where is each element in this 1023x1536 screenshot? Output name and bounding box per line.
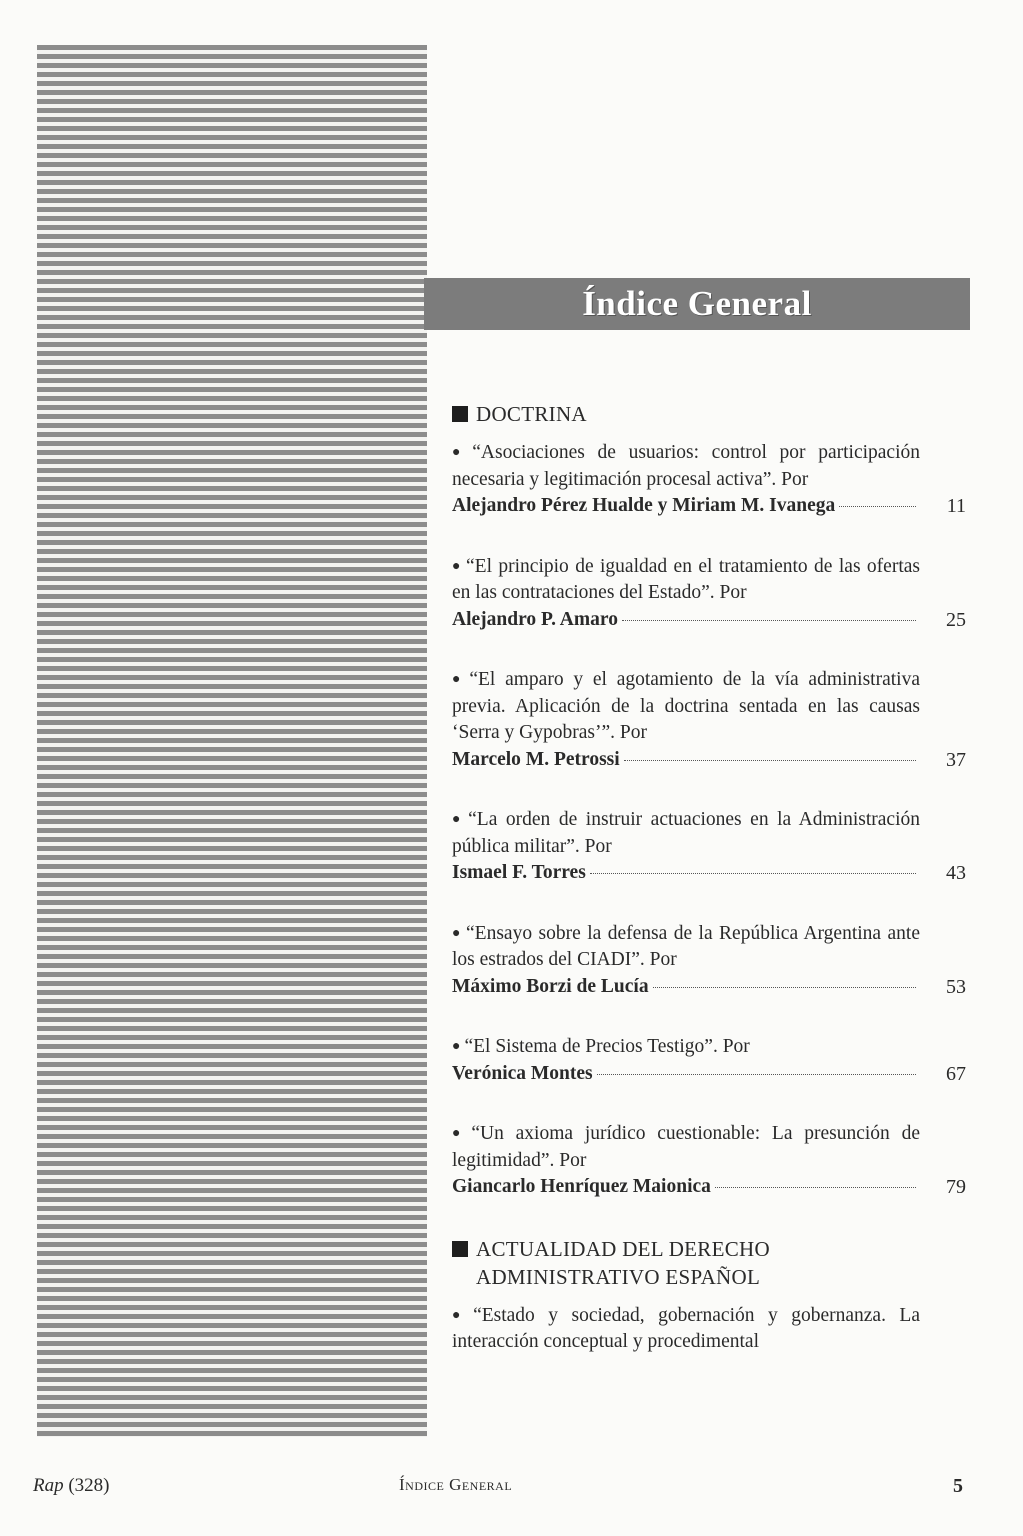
section-heading-doctrina: DOCTRINA xyxy=(452,400,964,428)
entry-page-number: 43 xyxy=(946,862,966,884)
square-bullet-icon xyxy=(452,1241,468,1257)
dot-leader xyxy=(590,873,916,874)
toc-entry[interactable]: ● “Estado y sociedad, gobernación y gobernanza. La interacción conceptual y procedimental xyxy=(452,1304,920,1352)
entry-page-number: 67 xyxy=(946,1062,966,1085)
entry-page-number: 37 xyxy=(946,748,966,771)
bullet-icon: ● xyxy=(452,558,462,574)
entry-page-number: 11 xyxy=(946,495,966,517)
toc-entry[interactable]: ● “Ensayo sobre la defensa de la República Argentina ante los estrados del CIADI”. Por Máximo Borzi de Lucía 53 xyxy=(452,921,920,1001)
square-bullet-icon xyxy=(452,406,468,422)
entry-author: Verónica Montes xyxy=(452,1062,593,1084)
footer-page-number: 5 xyxy=(953,1475,963,1497)
bullet-icon: ● xyxy=(452,672,466,687)
dot-leader xyxy=(597,1074,916,1075)
entry-author: Alejandro P. Amaro xyxy=(452,608,618,630)
decorative-stripe-panel xyxy=(37,45,427,1437)
toc-entry[interactable]: ● “El amparo y el agotamiento de la vía administrativa previa. Aplicación de la doctrina sentada en las causas ‘Serra y Gypobras’”. Por Marcelo M. Petrossi 37 xyxy=(452,667,920,773)
entry-author: Ismael F. Torres xyxy=(452,862,586,883)
entry-author: Máximo Borzi de Lucía xyxy=(452,975,649,997)
title-banner xyxy=(424,278,970,330)
entry-page-number: 53 xyxy=(946,975,966,998)
dot-leader xyxy=(715,1187,916,1188)
toc-entry[interactable]: ● “Asociaciones de usuarios: control por participación necesaria y legitimación procesal activa”. Por Alejandro Pérez Hualde y Miriam M. Ivanega 11 xyxy=(452,440,920,520)
section-heading-actualidad: ACTUALIDAD DEL DERECHO ADMINISTRATIVO ESPAÑOL xyxy=(452,1235,964,1291)
bullet-icon: ● xyxy=(452,1307,470,1323)
dot-leader xyxy=(653,987,916,988)
dot-leader xyxy=(839,506,916,507)
entry-page-number: 79 xyxy=(946,1176,966,1198)
toc-entry[interactable]: ● “El principio de igualdad en el tratamiento de las ofertas en las contrataciones del Estado”. Por Alejandro P. Amaro 25 xyxy=(452,554,920,634)
dot-leader xyxy=(624,760,916,761)
toc-entry[interactable]: ● “Un axioma jurídico cuestionable: La presunción de legitimidad”. Por Giancarlo Henríquez Maionica 79 xyxy=(452,1121,920,1201)
bullet-icon: ● xyxy=(452,1039,461,1054)
page-footer xyxy=(33,1475,963,1505)
dot-leader xyxy=(622,620,916,621)
footer-journal: Rap (328) xyxy=(33,1475,110,1496)
bullet-icon: ● xyxy=(452,1126,468,1141)
toc-entry[interactable]: ● “La orden de instruir actuaciones en la Administración pública militar”. Por Ismael F. Torres 43 xyxy=(452,807,920,887)
entry-author: Marcelo M. Petrossi xyxy=(452,748,620,770)
entry-page-number: 25 xyxy=(946,608,966,631)
footer-running-title: Índice General xyxy=(399,1475,513,1494)
toc-content xyxy=(452,400,964,1390)
page-title: Índice General xyxy=(582,284,812,323)
entry-author: Alejandro Pérez Hualde y Miriam M. Ivanega xyxy=(452,495,836,516)
bullet-icon: ● xyxy=(452,925,463,941)
bullet-icon: ● xyxy=(452,445,469,460)
entry-author: Giancarlo Henríquez Maionica xyxy=(452,1176,711,1197)
toc-entry[interactable]: ● “El Sistema de Precios Testigo”. Por Verónica Montes 67 xyxy=(452,1034,920,1087)
bullet-icon: ● xyxy=(452,812,465,827)
